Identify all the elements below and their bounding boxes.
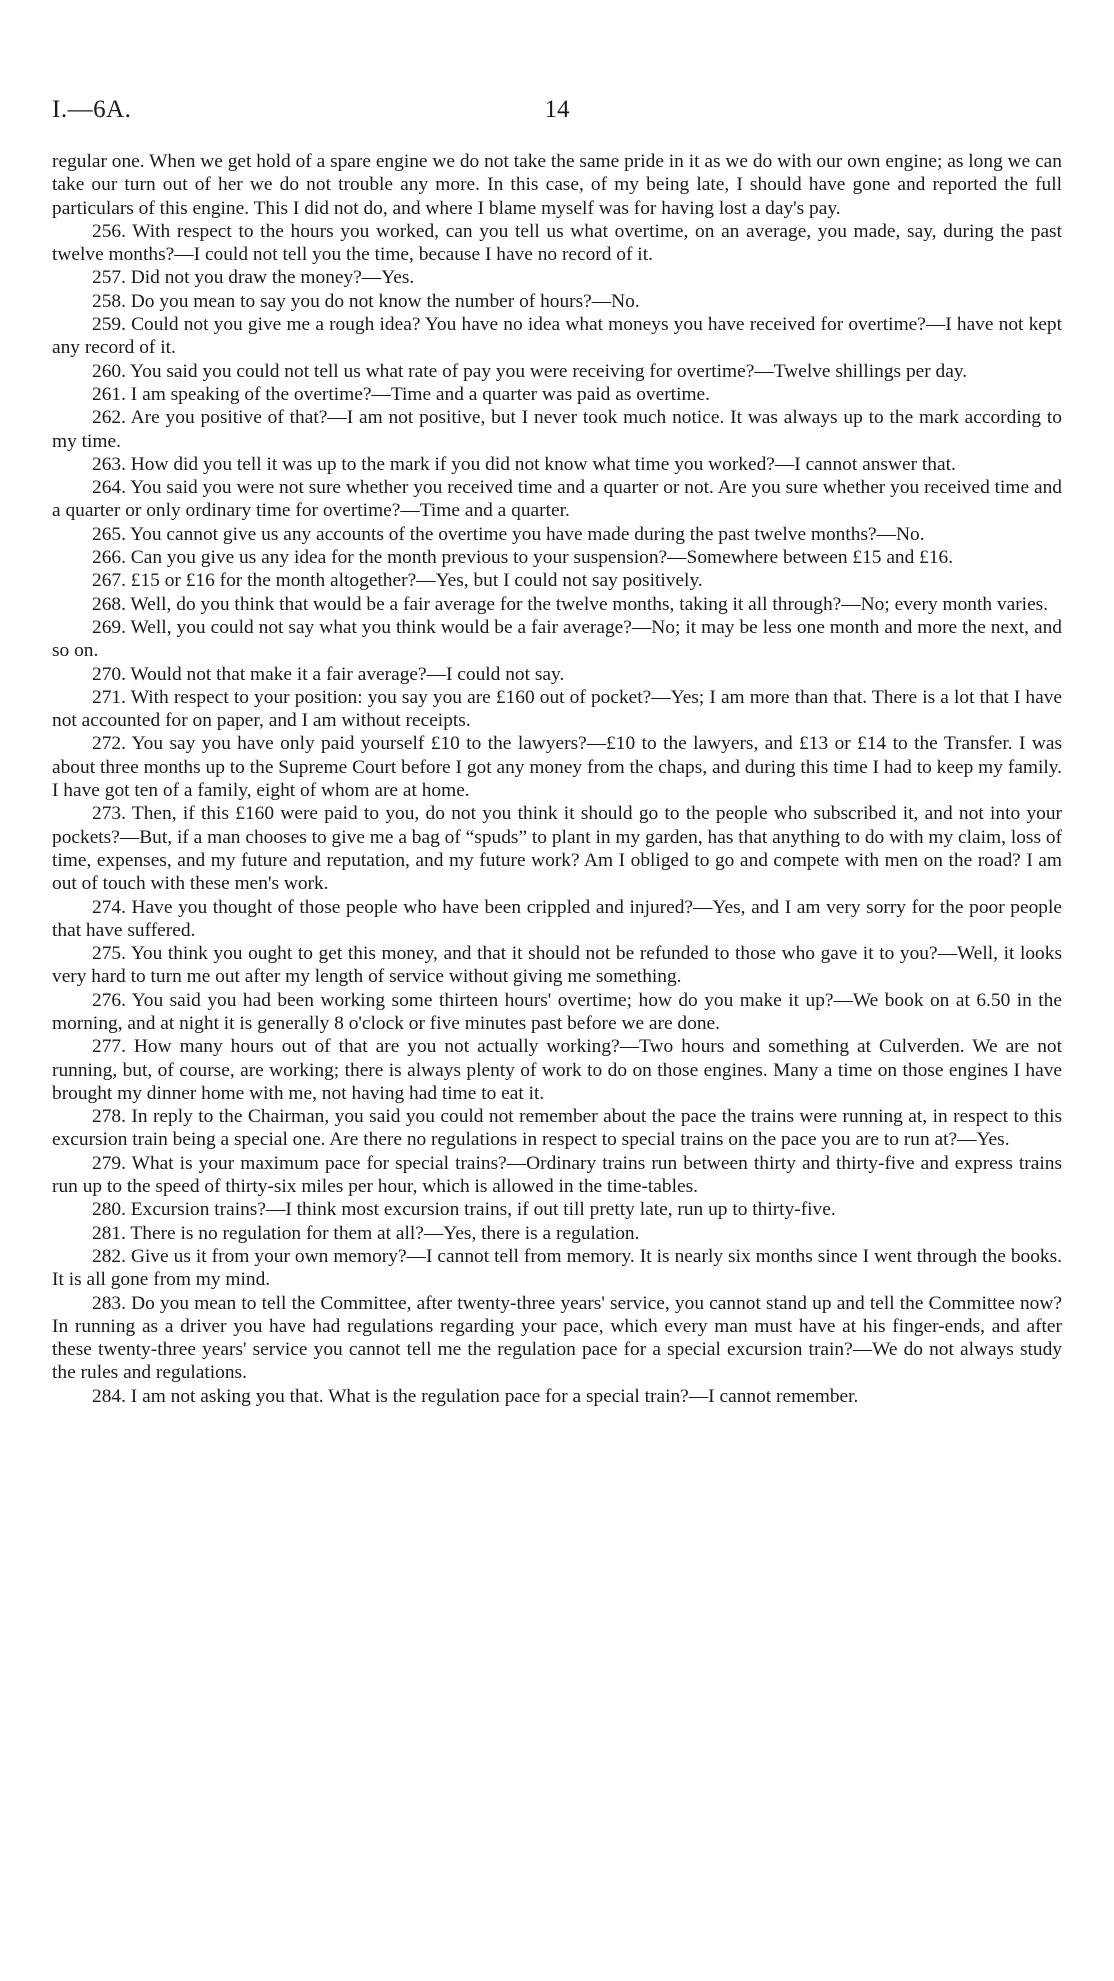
paragraph: 260. You said you could not tell us what rate of pay you were receiving for overtime?—Twelve shillings per day. [92,360,968,382]
paragraph: 275. You think you ought to get this money, and that it should not be refunded to those who gave it to you?—Well, it looks very hard to turn me out after my length of service without giving me something. [52,943,1062,988]
paragraph: 258. Do you mean to say you do not know the number of hours?—No. [92,290,640,312]
paragraph: regular one. When we get hold of a spare engine we do not take the same pride in it as we do with our own engine; as long we can take our turn out of her we do not trouble any more. In this case, of my being late, I should have gone and reported the full particulars of this engine. This I did not do, and where I blame myself was for having lost a day's pay. [52,151,1062,219]
paragraph: 284. I am not asking you that. What is the regulation pace for a special train?—I cannot remember. [92,1385,859,1407]
paragraph: 262. Are you positive of that?—I am not positive, but I never took much notice. It was always up to the mark according to my time. [52,407,1062,452]
paragraph: 282. Give us it from your own memory?—I cannot tell from memory. It is nearly six months since I went through the books. It is all gone from my mind. [52,1245,1062,1291]
paragraph: 274. Have you thought of those people who have been crippled and injured?—Yes, and I am very sorry for the poor people that have suffered. [52,896,1062,941]
paragraph: 277. How many hours out of that are you not actually working?—Two hours and something at Culverden. We are not running, but, of course, are working; there is always plenty of work to do on those engines. Many a time on those engines I have brought my dinner home with me, not having had time to eat it. [52,1036,1062,1104]
document-reference: I.—6A. [52,96,132,123]
paragraph: 261. I am speaking of the overtime?—Time and a quarter was paid as overtime. [92,383,710,405]
paragraph: 278. In reply to the Chairman, you said you could not remember about the pace the trains were running at, in respect to this excursion train being a special one. Are there no regulations in respect to special trains on the pace you are to run at?—Yes. [52,1106,1062,1151]
page-header [52,96,1062,132]
paragraph: 259. Could not you give me a rough idea? You have no idea what moneys you have received for overtime?—I have not kept any record of it. [52,314,1062,359]
paragraph: 264. You said you were not sure whether you received time and a quarter or not. Are you sure whether you received time and a quarter or only ordinary time for overtime?—Time and a quarter. [52,477,1062,522]
paragraph: 280. Excursion trains?—I think most excursion trains, if out till pretty late, run up to thirty-five. [92,1199,836,1221]
paragraph: 281. There is no regulation for them at all?—Yes, there is a regulation. [92,1222,640,1244]
paragraph: 273. Then, if this £160 were paid to you, do not you think it should go to the people who subscribed it, and not into your pockets?—But, if a man chooses to give me a bag of “spuds” to plant in my garden, has that anything to do with my claim, loss of time, expenses, and my future and reputation, and my future work? Am I obliged to go and compete with men on the road? I am out of touch with these men's work. [52,803,1062,895]
paragraph: 265. You cannot give us any accounts of the overtime you have made during the past twelve months?—No. [92,523,925,545]
paragraph: 257. Did not you draw the money?—Yes. [92,267,415,289]
paragraph: 269. Well, you could not say what you think would be a fair average?—No; it may be less one month and more the next, and so on. [52,616,1062,662]
paragraph: 256. With respect to the hours you worked, can you tell us what overtime, on an average, you made, say, during the past twelve months?—I could not tell you the time, because I have no record of it. [52,220,1062,266]
page-number: 14 [544,96,570,123]
paragraph: 279. What is your maximum pace for special trains?—Ordinary trains run between thirty and thirty-five and express trains run up to the speed of thirty-six miles per hour, which is allowed in the time-tables. [52,1152,1062,1198]
paragraph: 276. You said you had been working some thirteen hours' overtime; how do you make it up?—We book on at 6.50 in the morning, and at night it is generally 8 o'clock or five minutes past before we are done. [52,989,1062,1034]
paragraph: 272. You say you have only paid yourself £10 to the lawyers?—£10 to the lawyers, and £13 or £14 to the Transfer. I was about three months up to the Supreme Court before I got any money from the chaps, and during this time I had to keep my family. I have got ten of a family, eight of whom are at home. [52,733,1062,802]
paragraph: 266. Can you give us any idea for the month previous to your suspension?—Somewhere between £15 and £16. [92,547,954,569]
paragraph: 283. Do you mean to tell the Committee, after twenty-three years' service, you cannot stand up and tell the Committee now? In running as a driver you have had regulations regarding your pace, which every man must have at his finger-ends, and after these twenty-three years' service you cannot tell me the regulation pace for a special excursion train?—We do not always study the rules and regulations. [52,1292,1062,1384]
paragraph: 263. How did you tell it was up to the mark if you did not know what time you worked?—I cannot answer that. [92,453,956,475]
document-page [52,96,1062,1408]
paragraph: 267. £15 or £16 for the month altogether?—Yes, but I could not say positively. [92,570,703,592]
testimony-body [52,150,1062,1408]
paragraph: 270. Would not that make it a fair average?—I could not say. [92,663,565,685]
paragraph: 271. With respect to your position: you say you are £160 out of pocket?—Yes; I am more than that. There is a lot that I have not accounted for on paper, and I am without receipts. [52,686,1062,732]
paragraph: 268. Well, do you think that would be a fair average for the twelve months, taking it all through?—No; every month varies. [92,593,1049,615]
